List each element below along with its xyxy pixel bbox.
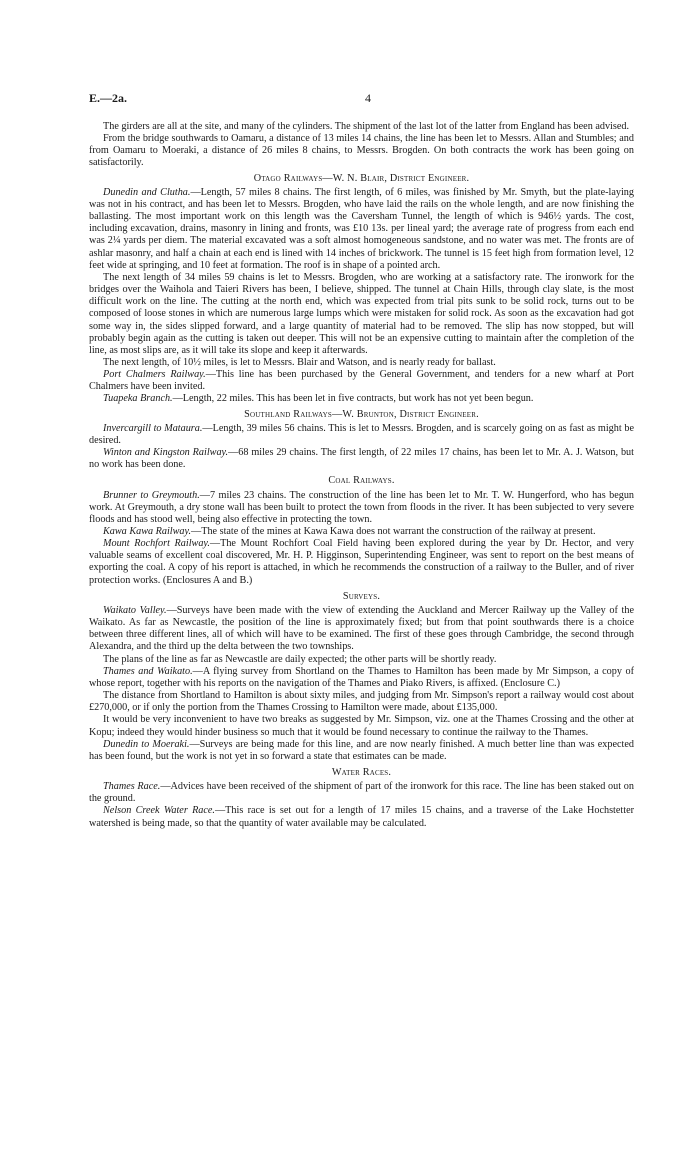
paragraph-text: —Length, 39 miles 56 chains. This is let to Messrs. Brogden, and is scarcely going on as fast as might be desired. [89,422,634,446]
paragraph-text: —68 miles 29 chains. The first length, of 22 miles 17 chains, has been let to Mr. A. J. Watson, but no work has been done. [89,447,634,471]
paragraph-title: Kawa Kawa Railway. [103,526,192,537]
paragraph-title: Winton and Kingston Railway. [103,447,229,459]
page-number: 4 [365,91,371,105]
paragraph [89,490,634,526]
paragraph [89,526,634,538]
paragraph-text: —Surveys are being made for this line, and are now nearly finished. A much better line than was expected has been found, but the work is not yet in so forward a state that estimates can be made. [89,738,634,762]
paragraph-title: Brunner to Greymouth. [103,489,200,501]
paragraph [89,538,634,587]
section-heading-surveys: Surveys. [342,590,381,602]
paragraph [89,781,634,805]
section-heading-southland: Southland Railways—W. Brunton, District Engineer. [244,408,479,420]
section-heading-coal: Coal Railways. [328,475,395,487]
paragraph-text: —This race is set out for a length of 17 miles 15 chains, and a traverse of the Lake Hochstetter watershed is being made, so that the quantity of water available may be calculated. [89,805,634,829]
paragraph-title: Invercargill to Mataura. [103,422,203,434]
paragraph-title: Dunedin to Moeraki. [103,738,190,750]
paragraph-text: —The Mount Rochfort Coal Field having been explored during the year by Dr. Hector, and very valuable seams of excellent coal discovered, Mr. H. P. Higginson, Superintending Engineer, was sent to report on the best means of exporting the coal. A copy of his report is attached, in which he recommends the construction of a railway to the Buller, and of river protection works. (Enclosures A and B.) [89,538,634,586]
paragraph: It would be very inconvenient to have two breaks as suggested by Mr. Simpson, viz. one at the Thames Crossing and the other at Kopu; indeed they would hinder business so much that it would be found necessary to continue the railway to the Thames. [89,714,634,738]
paragraph: The girders are all at the site, and many of the cylinders. The shipment of the last lot of the latter from England has been advised. [103,121,630,132]
paragraph [89,805,634,829]
paragraph [89,739,634,763]
paragraph-title: Mount Rochfort Railway. [103,538,210,550]
paragraph [89,393,634,405]
paragraph: The distance from Shortland to Hamilton is about sixty miles, and judging from Mr. Simpson's report a railway would cost about £270,000, or if only the portion from the Thames Crossing to Hamilton were made, about £135,000. [89,690,634,714]
paragraph-text: —A flying survey from Shortland on the Thames to Hamilton has been made by Mr Simpson, a copy of whose report, together with his reports on the navigation of the Thames and Piako Rivers, is affixed. (Enclosure C.) [89,665,634,689]
paragraph-text: —Surveys have been made with the view of extending the Auckland and Mercer Railway up the Valley of the Waikato. As far as Newcastle, the position of the line is approximately fixed; but from that point southwards there is a choice between three different lines, all of which will have to be examined. The first of these goes through Cambridge, the second through Alexandra, and the third up the delta between the two townships. [89,604,634,653]
paragraph-text: —This line has been purchased by the General Government, and tenders for a new wharf at Port Chalmers have been invited. [89,369,635,393]
section-heading-otago: Otago Railways—W. N. Blair, District Engineer. [253,172,470,184]
paragraph [89,187,634,272]
paragraph [89,447,634,471]
paragraph-title: Dunedin and Clutha. [103,186,191,198]
paragraph [89,666,634,690]
document-body [89,121,634,830]
paragraph-text: —Length, 22 miles. This has been let in five contracts, but work has not yet been begun. [172,393,534,405]
paragraph [89,605,634,654]
paragraph-title: Thames and Waikato. [103,665,193,677]
paragraph: The next length of 34 miles 59 chains is let to Messrs. Brogden, who are working at a satisfactory rate. The ironwork for the bridges over the Waihola and Taieri Rivers has been, I believe, shipped. The tunnel at Chain Hills, through clay slate, is the most difficult work on the line. The cutting at the north end, which was expected from trial pits sunk to be solid rock, turns out to be composed of loose stones in which are numerous large lumps which were mistaken for solid rock. As soon as the excavation had got some way in, the sides slipped forward, and a large quantity of material had to be removed. The slip has now stopped, but will probably begin again as the cutting is taken out deeper. This will not be an expensive cutting to maintain after the completion of the line, as most slips are, as it will take its slope and keep it afterwards. [89,271,634,356]
paragraph-text: —Length, 57 miles 8 chains. The first length, of 6 miles, was finished by Mr. Smyth, but the plate-laying was not in his contract, and has been let to Messrs. Brogden, who have laid the rails on the whole length, and are now finishing the ballasting. The most important work on this length was the Caversham Tunnel, the length of which is 946½ yards. The cost, including excavation, drains, masonry in lining and fronts, was £10 13s. per lineal yard; the average rate of progress from each end was 2¼ yards per diem. The material excavated was a soft almost homogeneous sandstone, and no water was met. The fronts are of ashlar masonry, and half a chain at each end is lined with 14 inches of brickwork. The tunnel is 15 feet high from formation level, 12 feet wide at springing, and 10 feet at formation. The roof is in shape of a pointed arch. [89,186,634,271]
page-header [89,92,634,108]
paragraph-text: —The state of the mines at Kawa Kawa does not warrant the construction of the railway at present. [191,526,596,537]
paragraph-text: —Advices have been received of the shipment of part of the ironwork for this race. The line has been staked out on the ground. [89,781,634,805]
section-heading-water-races: Water Races. [331,766,392,778]
paragraph-title: Nelson Creek Water Race. [103,805,215,817]
paragraph: The next length, of 10½ miles, is let to Messrs. Blair and Watson, and is nearly ready for ballast. [103,356,496,368]
paragraph-text: —7 miles 23 chains. The construction of the line has been let to Mr. T. W. Hungerford, who has begun work. At Greymouth, a dry stone wall has been built to protect the town from floods in the river. It has been subjected to very severe floods and has stood well, being also effective in protecting the town. [89,489,635,525]
document-reference: E.—2a. [89,91,128,105]
paragraph: From the bridge southwards to Oamaru, a distance of 13 miles 14 chains, the line has been let to Messrs. Allan and Stumbles; and from Oamaru to Moeraki, a distance of 26 miles 8 chains, to Messrs. Brogden. On both contracts the work has been going on satisfactorily. [89,133,634,169]
paragraph [89,423,634,447]
paragraph: The plans of the line as far as Newcastle are daily expected; the other parts will be shortly ready. [103,653,497,665]
paragraph-title: Waikato Valley. [103,604,167,616]
paragraph-title: Port Chalmers Railway. [103,369,206,381]
paragraph [89,369,634,393]
paragraph-title: Tuapeka Branch. [103,393,173,405]
paragraph-title: Thames Race. [103,781,161,793]
